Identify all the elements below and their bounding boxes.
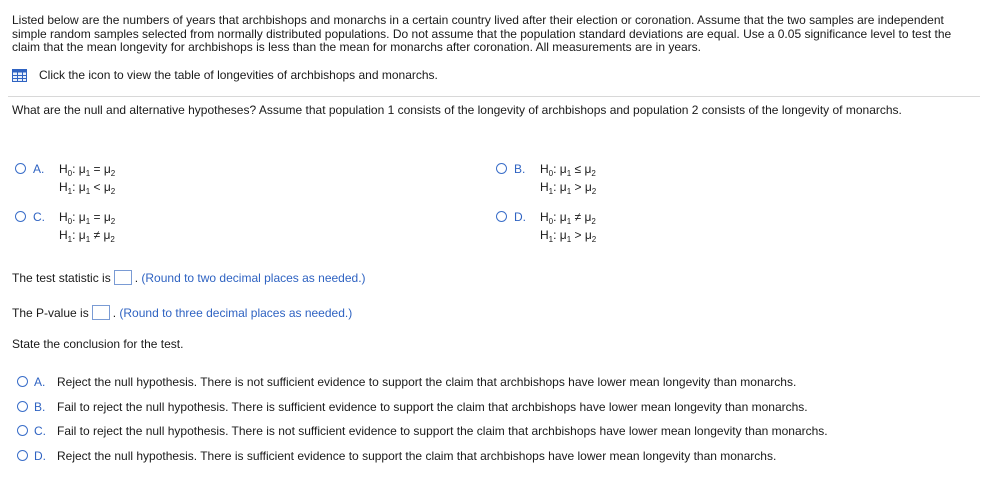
mu2-subscript: 2	[591, 217, 596, 226]
alternative-hypothesis: $H_1$: $\mu_1 > \mu_2$	[540, 180, 597, 196]
mu-symbol: μ	[78, 180, 86, 194]
h0-subscript: 0	[67, 217, 73, 226]
mu2-subscript: 2	[110, 187, 116, 196]
mu1-subscript: 1	[85, 235, 91, 244]
mu-symbol: μ	[78, 162, 86, 176]
test-statistic-row	[12, 270, 366, 285]
mu2-subscript: 2	[591, 187, 597, 196]
h0-symbol: H	[540, 210, 549, 224]
option-letter: D.	[34, 449, 46, 463]
h1-subscript: 1	[548, 187, 554, 196]
h0-symbol: H	[59, 162, 68, 176]
mu-symbol: μ	[78, 210, 86, 224]
h1-relation: >	[574, 180, 582, 194]
mu-symbol: μ	[103, 180, 111, 194]
mu2-subscript: 2	[110, 217, 116, 226]
mu-symbol: μ	[559, 228, 567, 242]
problem-intro	[12, 14, 972, 55]
mu-symbol: μ	[584, 210, 592, 224]
h0-symbol: H	[59, 210, 68, 224]
mu1-subscript: 1	[566, 217, 572, 226]
mu-symbol: μ	[584, 162, 592, 176]
hypotheses-question: What are the null and alternative hypotheses? Assume that population 1 consists of the longevity of archbishops and population 2 consists of the longevity of monarchs.	[12, 103, 902, 117]
view-table-link[interactable]	[12, 68, 438, 82]
mu2-subscript: 2	[591, 169, 596, 178]
null-hypothesis: $H_0$: $\mu_1 \ne \mu_2$	[540, 210, 596, 226]
option-letter: B.	[34, 400, 46, 414]
test-statistic-period: .	[134, 271, 139, 285]
radio-button[interactable]	[496, 211, 507, 222]
h1-subscript: 1	[67, 187, 73, 196]
h0-subscript: 0	[548, 169, 554, 178]
mu-symbol: μ	[103, 210, 111, 224]
option-text: Reject the null hypothesis. There is not sufficient evidence to support the claim that archbishops have lower mean longevity than monarchs.	[57, 375, 797, 389]
option-letter: A.	[33, 162, 45, 176]
mu-symbol: μ	[103, 162, 111, 176]
null-hypothesis: $H_0$: $\mu_1 \le \mu_2$	[540, 162, 596, 178]
option-text: Fail to reject the null hypothesis. There is sufficient evidence to support the claim that archbishops have lower mean longevity than monarchs.	[57, 400, 808, 414]
mu-symbol: μ	[103, 228, 111, 242]
h1-subscript: 1	[548, 235, 554, 244]
h0-relation: ≠	[574, 210, 582, 224]
h0-symbol: H	[540, 162, 549, 176]
p-value-input[interactable]	[92, 305, 110, 320]
mu1-subscript: 1	[85, 169, 91, 178]
mu2-subscript: 2	[110, 235, 115, 244]
h1-subscript: 1	[67, 235, 73, 244]
h0-relation: =	[93, 210, 101, 224]
alternative-hypothesis: $H_1$: $\mu_1 < \mu_2$	[59, 180, 116, 196]
radio-button[interactable]	[15, 211, 26, 222]
section-divider	[8, 96, 980, 97]
intro-text: Listed below are the numbers of years that archbishops and monarchs in a certain country lived after their election or coronation. Assume that the two samples are independent simple random samples selected from normally distributed populations. Do not assume that the population standard deviations are equal. Use a 0.05 significance level to test the claim that the mean longevity for archbishops is less than the mean for monarchs after coronation. All measurements are in years.	[12, 13, 952, 54]
table-grid-icon[interactable]	[12, 69, 27, 82]
conclusion-prompt: State the conclusion for the test.	[12, 337, 184, 351]
mu-symbol: μ	[584, 228, 592, 242]
null-hypothesis: $H_0$: $\mu_1 = \mu_2$	[59, 210, 116, 226]
h0-subscript: 0	[67, 169, 73, 178]
p-value-hint: (Round to three decimal places as needed.)	[119, 306, 353, 320]
option-letter: C.	[34, 424, 46, 438]
mu-symbol: μ	[584, 180, 592, 194]
mu2-subscript: 2	[591, 235, 597, 244]
test-statistic-hint: (Round to two decimal places as needed.)	[141, 271, 366, 285]
h1-relation: >	[574, 228, 582, 242]
option-text: Fail to reject the null hypothesis. There is not sufficient evidence to support the claim that archbishops have lower mean longevity than monarchs.	[57, 424, 828, 438]
mu1-subscript: 1	[85, 217, 91, 226]
p-value-period: .	[112, 306, 117, 320]
mu-symbol: μ	[559, 162, 567, 176]
mu-symbol: μ	[78, 228, 86, 242]
option-letter: A.	[34, 375, 46, 389]
h1-symbol: H	[59, 228, 68, 242]
test-statistic-label: The test statistic is	[12, 271, 111, 285]
option-letter: C.	[33, 210, 45, 224]
h0-relation: ≤	[574, 162, 582, 176]
h0-subscript: 0	[548, 217, 554, 226]
null-hypothesis: $H_0$: $\mu_1 = \mu_2$	[59, 162, 116, 178]
mu1-subscript: 1	[566, 235, 572, 244]
h0-relation: =	[93, 162, 101, 176]
h1-relation: ≠	[93, 228, 101, 242]
test-statistic-input[interactable]	[114, 270, 132, 285]
mu1-subscript: 1	[566, 187, 572, 196]
alternative-hypothesis: $H_1$: $\mu_1 > \mu_2$	[540, 228, 597, 244]
radio-button[interactable]	[496, 163, 507, 174]
radio-button[interactable]	[17, 401, 28, 412]
radio-button[interactable]	[17, 450, 28, 461]
radio-button[interactable]	[15, 163, 26, 174]
p-value-label: The P-value is	[12, 306, 89, 320]
h1-symbol: H	[540, 180, 549, 194]
radio-button[interactable]	[17, 376, 28, 387]
table-link-label[interactable]: Click the icon to view the table of longevities of archbishops and monarchs.	[39, 68, 438, 82]
mu-symbol: μ	[559, 180, 567, 194]
mu1-subscript: 1	[85, 187, 91, 196]
mu2-subscript: 2	[110, 169, 116, 178]
option-text: Reject the null hypothesis. There is sufficient evidence to support the claim that archbishops have lower mean longevity than monarchs.	[57, 449, 777, 463]
h1-symbol: H	[59, 180, 68, 194]
alternative-hypothesis: $H_1$: $\mu_1 \ne \mu_2$	[59, 228, 115, 244]
radio-button[interactable]	[17, 425, 28, 436]
p-value-row	[12, 305, 352, 320]
h1-relation: <	[93, 180, 101, 194]
h1-symbol: H	[540, 228, 549, 242]
option-letter: B.	[514, 162, 526, 176]
mu-symbol: μ	[559, 210, 567, 224]
mu1-subscript: 1	[566, 169, 572, 178]
option-letter: D.	[514, 210, 526, 224]
